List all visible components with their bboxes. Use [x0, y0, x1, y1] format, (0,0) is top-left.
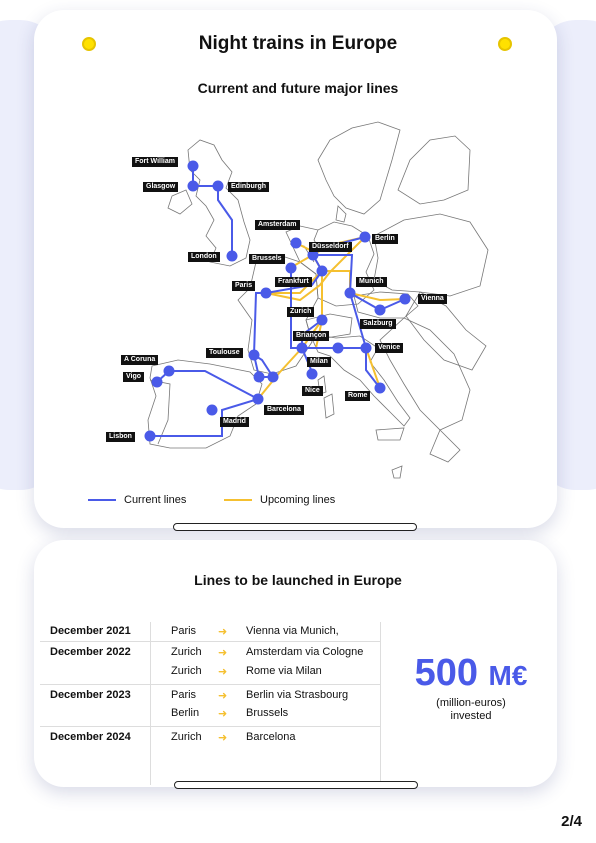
city-label: Brussels [249, 254, 285, 264]
page-title: Night trains in Europe [198, 33, 398, 54]
city-label: Berlin [372, 234, 398, 244]
row-to: Berlin via Strasbourg [246, 689, 349, 701]
row-divider [40, 726, 380, 727]
legend-label-upcoming: Upcoming lines [260, 494, 336, 506]
city-label: Lisbon [106, 432, 135, 442]
city-label: Glasgow [143, 182, 178, 192]
arrow-icon: ➜ [218, 690, 228, 702]
row-from: Paris [171, 689, 197, 701]
row-to: Barcelona [246, 731, 296, 743]
city-label: Munich [356, 277, 387, 287]
arrow-icon: ➜ [218, 708, 228, 720]
legend-swatch-current [88, 499, 116, 501]
city-label: Nice [302, 386, 323, 396]
row-from: Zurich [171, 646, 202, 658]
city-label: Paris [232, 281, 255, 291]
row-date: December 2022 [50, 646, 131, 658]
legend-swatch-upcoming [224, 499, 252, 501]
schedule-title: Lines to be launched in Europe [194, 572, 402, 588]
city-label: Venice [375, 343, 403, 353]
row-divider [40, 684, 380, 685]
city-label: A Coruna [121, 355, 158, 365]
city-label: Vigo [123, 372, 144, 382]
arrow-icon: ➜ [218, 647, 228, 659]
city-label: Milan [307, 357, 331, 367]
city-label: Rome [345, 391, 370, 401]
row-to: Brussels [246, 707, 289, 719]
city-label: Fort William [132, 157, 178, 167]
legend-current [88, 494, 186, 506]
investment-value: 500 [414, 652, 478, 694]
row-from: Berlin [171, 707, 200, 719]
investment-unit: M€ [488, 660, 528, 691]
row-from: Paris [171, 625, 197, 637]
row-date: December 2024 [50, 731, 131, 743]
row-to: Rome via Milan [246, 665, 322, 677]
row-to: Vienna via Munich, [246, 625, 339, 637]
table-divider [150, 622, 151, 785]
map-subtitle: Current and future major lines [197, 80, 399, 96]
city-label: London [188, 252, 220, 262]
city-label: Amsterdam [255, 220, 300, 230]
investment-note-line1: (million-euros) [436, 697, 506, 709]
legend-upcoming [224, 494, 335, 506]
city-label: Barcelona [264, 405, 304, 415]
city-label: Zurich [287, 307, 314, 317]
city-label: Briançon [293, 331, 329, 341]
legend-label-current: Current lines [124, 494, 187, 506]
row-date: December 2023 [50, 689, 131, 701]
card-handle [174, 781, 418, 789]
investment-amount [386, 652, 556, 695]
row-from: Zurich [171, 665, 202, 677]
city-label: Salzburg [360, 319, 396, 329]
investment-note [386, 697, 556, 723]
city-label: Toulouse [206, 348, 243, 358]
city-label: Düsseldorf [309, 242, 352, 252]
investment-note-line2: invested [450, 710, 492, 722]
row-from: Zurich [171, 731, 202, 743]
page-number: 2/4 [561, 813, 582, 830]
city-label: Frankfurt [275, 277, 312, 287]
city-label: Edinburgh [228, 182, 269, 192]
city-label: Vienna [418, 294, 447, 304]
row-divider [40, 641, 380, 642]
row-date: December 2021 [50, 625, 131, 637]
city-label: Madrid [220, 417, 249, 427]
table-divider [380, 622, 381, 785]
row-to: Amsterdam via Cologne [246, 646, 364, 658]
arrow-icon: ➜ [218, 666, 228, 678]
card-handle [173, 523, 417, 531]
arrow-icon: ➜ [218, 732, 228, 744]
arrow-icon: ➜ [218, 626, 228, 638]
